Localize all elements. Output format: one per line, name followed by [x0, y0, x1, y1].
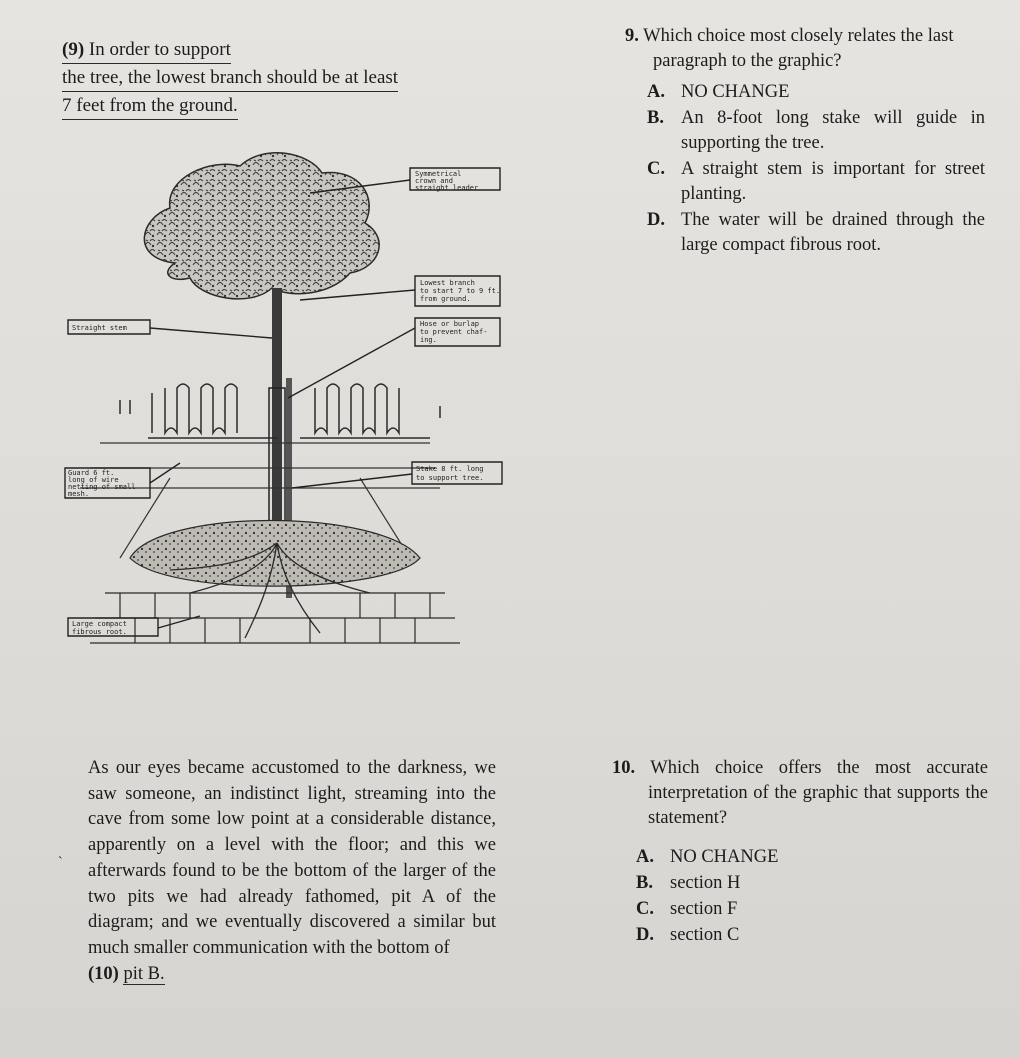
question-10-option-a[interactable]: A. NO CHANGE: [636, 847, 779, 867]
passage-body: As our eyes became accustomed to the darkness, we saw someone, an indistinct light, streaming into the cave from some low point at a considerable distance, apparently on a level with the floor; and this we afterwards found to be the bottom of the larger of the two pits we had already fathomed, pit A of the diagram; and we eventually discovered a similar but much smaller communication with the bottom of: [88, 758, 496, 958]
label-crown-3: straight leader: [415, 184, 479, 192]
fence-right: [300, 384, 440, 438]
question-10-number: 10.: [612, 758, 636, 778]
passage-9-line-2: the tree, the lowest branch should be at least: [62, 64, 398, 92]
underlined-passage-9: [62, 36, 482, 120]
label-hose-1: Hose or burlap: [420, 320, 480, 328]
question-10-option-b[interactable]: B. section H: [636, 873, 741, 893]
question-10-option-d[interactable]: D. section C: [636, 925, 740, 945]
label-wire-2: long of wire: [68, 476, 119, 484]
label-hose-2: to prevent chaf-: [420, 328, 488, 336]
label-branch-2: to start 7 to 9 ft.: [420, 287, 501, 295]
question-10-option-c[interactable]: C. section F: [636, 899, 738, 919]
label-stake-2: to support tree.: [416, 474, 484, 482]
label-branch-1: Lowest branch: [420, 279, 475, 287]
label-wire-1: Guard 6 ft.: [68, 469, 115, 477]
question-9-options: [625, 80, 985, 258]
question-9-option-a[interactable]: A. NO CHANGE: [647, 82, 790, 102]
passage-10-line: [88, 962, 496, 988]
question-9-stem: [625, 24, 985, 74]
label-stake-1: Stake 8 ft. long: [416, 465, 484, 473]
label-wire-3: netting of small: [68, 483, 136, 491]
label-hose-3: ing.: [420, 336, 437, 344]
cave-passage: [88, 756, 496, 987]
passage-9-line-3: 7 feet from the ground.: [62, 92, 238, 120]
question-9-number: 9.: [625, 26, 639, 46]
question-10-options: [612, 845, 988, 948]
passage-10-underlined: pit B.: [123, 963, 165, 984]
passage-10-number: (10): [88, 963, 119, 984]
question-9-option-d[interactable]: D. The water will be drained through the large compact fibrous root.: [647, 210, 985, 255]
tree-planting-diagram: [60, 138, 510, 658]
label-root-2: fibrous root.: [72, 628, 127, 636]
question-9-option-b[interactable]: B. An 8-foot long stake will guide in supporting the tree.: [647, 108, 985, 153]
label-crown-1: Symmetrical: [415, 170, 462, 178]
label-branch-3: from ground.: [420, 295, 471, 303]
tree-diagram-svg: [60, 138, 510, 658]
passage-9-line-1: (9) In order to support: [62, 36, 231, 64]
question-10: [612, 756, 988, 949]
label-root-1: Large compact: [72, 620, 127, 628]
label-stem: Straight stem: [72, 324, 127, 332]
question-9-text: Which choice most closely relates the last paragraph to the graphic?: [643, 26, 954, 71]
question-9: [625, 24, 985, 259]
label-crown-2: crown and: [415, 177, 453, 185]
question-10-stem: [612, 756, 988, 831]
question-9-option-c[interactable]: C. A straight stem is important for street planting.: [647, 159, 985, 204]
margin-mark: ˋ: [58, 855, 63, 870]
fence-left: [120, 384, 278, 438]
tree-crown: [144, 153, 379, 299]
question-10-text: Which choice offers the most accurate interpretation of the graphic that supports the statement?: [648, 758, 988, 828]
label-wire-4: mesh.: [68, 490, 90, 498]
tree-trunk: [272, 288, 282, 543]
